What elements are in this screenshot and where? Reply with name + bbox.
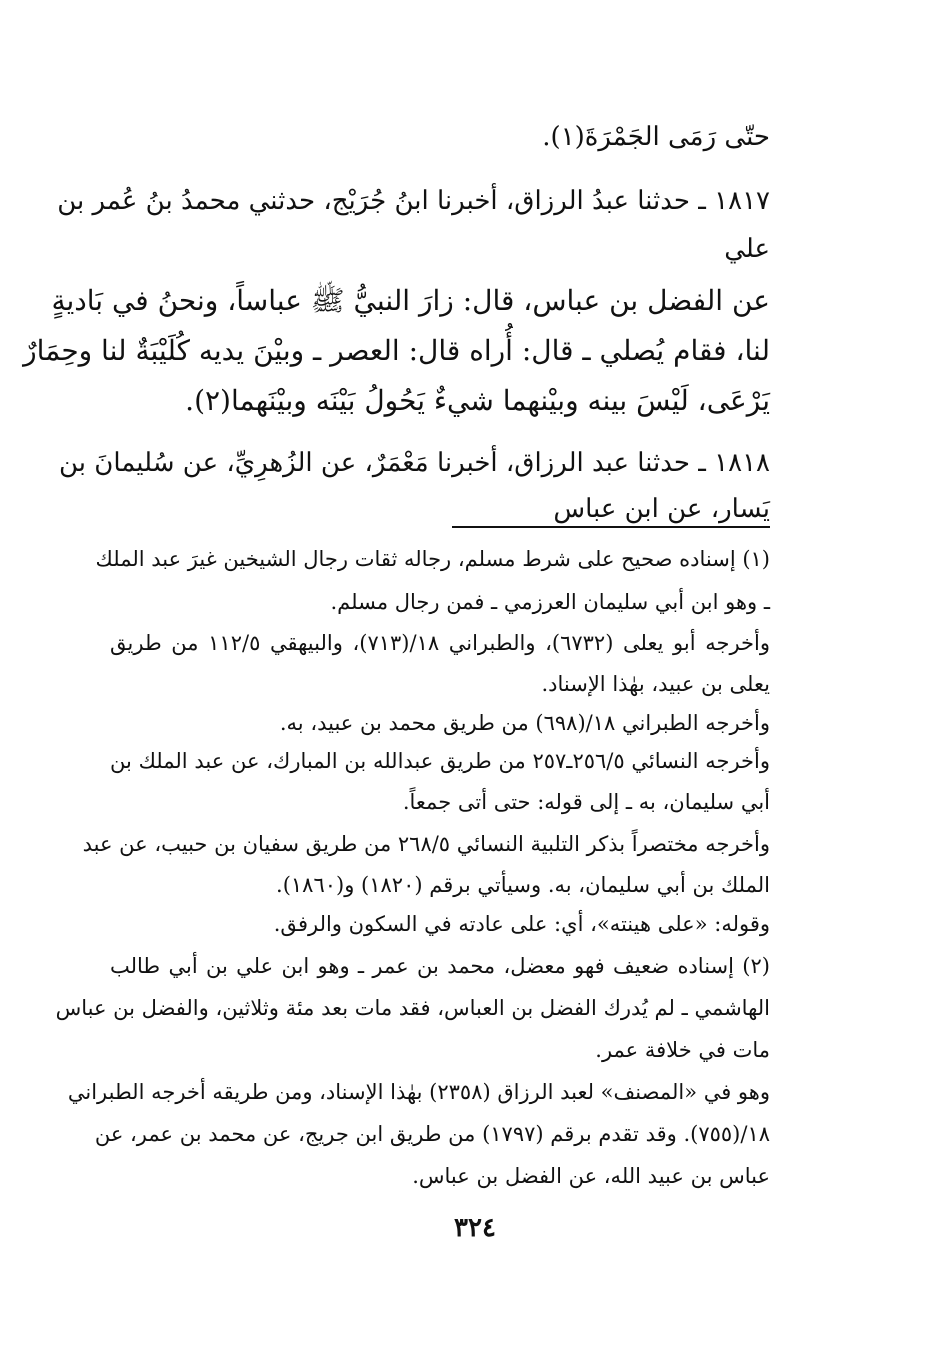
hadith-1817-line: ١٨١٧ ـ حدثنا عبدُ الرزاق، أخبرنا ابنُ جُرَيْج، حدثني محمدُ بنُ عُمر بن	[57, 186, 770, 216]
page-number: ٣٢٤	[454, 1213, 496, 1243]
footnote-line: وأخرجه النسائي ٢٥٦/٥ـ٢٥٧ من طريق عبدالله بن المبارك، عن عبد الملك بن	[110, 749, 771, 773]
hadith-text-line: عن الفضل بن عباس، قال: زارَ النبيُّ ﷺ عباساً، ونحنُ في بَاديةٍ	[51, 284, 770, 317]
footnote-line: ١٨/(٧٥٥). وقد تقدم برقم (١٧٩٧) من طريق ابن جريج، عن محمد بن عمر، عن	[94, 1122, 770, 1146]
footnote-line: وأخرجه الطبراني ١٨/(٦٩٨) من طريق محمد بن عبيد، به.	[279, 711, 770, 735]
footnote-line: (١) إسناده صحيح على شرط مسلم، رجاله ثقات رجال الشيخين غيرَ عبد الملك	[95, 547, 770, 571]
footnote-line: الملك بن أبي سليمان، به. وسيأتي برقم (١٨٢٠) و(١٨٦٠).	[276, 873, 770, 897]
footnote-line: وأخرجه مختصراً بذكر التلبية النسائي ٢٦٨/٥ من طريق سفيان بن حبيب، عن عبد	[82, 832, 770, 856]
footnote-line: مات في خلافة عمر.	[595, 1038, 770, 1062]
hadith-1818-line: يَسار، عن ابن عباس	[553, 494, 770, 524]
footnote-line: (٢) إسناده ضعيف فهو معضل، محمد بن عمر ـ وهو ابن علي بن أبي طالب	[110, 954, 770, 978]
footnote-divider	[452, 526, 770, 528]
hadith-text-line: يَرْعَى، لَيْسَ بينه وبيْنهما شيءٌ يَحُولُ بَيْنَه وبيْنَهما(٢).	[185, 384, 770, 417]
hadith-1817-line: علي	[724, 234, 770, 264]
footnote-line: يعلى بن عبيد، بهٰذا الإسناد.	[541, 672, 770, 696]
footnote-line: وأخرجه أبو يعلى (٦٧٣٢)، والطبراني ١٨/(٧١٣)، والبيهقي ١١٢/٥ من طريق	[110, 631, 770, 655]
footnote-line: وقوله: «على هينته»، أي: على عادته في السكون والرفق.	[273, 912, 770, 936]
footnote-line: الهاشمي ـ لم يُدرك الفضل بن العباس، فقد مات بعد مئة وثلاثين، والفضل بن عباس	[55, 996, 770, 1020]
hadith-1818-line: ١٨١٨ ـ حدثنا عبد الرزاق، أخبرنا مَعْمَرٌ، عن الزُهرِيِّ، عن سُليمانَ بن	[58, 448, 770, 478]
footnote-line: عباس بن عبيد الله، عن الفضل بن عباس.	[412, 1164, 770, 1188]
main-text-line: حتّى رَمَى الجَمْرَةَ(١).	[542, 122, 770, 152]
footnote-line: وهو في «المصنف» لعبد الرزاق (٢٣٥٨) بهٰذا الإسناد، ومن طريقه أخرجه الطبراني	[67, 1080, 770, 1104]
footnote-line: ـ وهو ابن أبي سليمان العرزمي ـ فمن رجال مسلم.	[330, 590, 770, 614]
hadith-text-line: لنا، فقام يُصلي ـ قال: أُراه قال: العصر ـ وبيْنَ يديه كُلَيْبَةٌ لنا وحِمَارٌ	[23, 334, 770, 367]
footnote-line: أبي سليمان، به ـ إلى قوله: حتى أتى جمعاً.	[402, 790, 770, 814]
